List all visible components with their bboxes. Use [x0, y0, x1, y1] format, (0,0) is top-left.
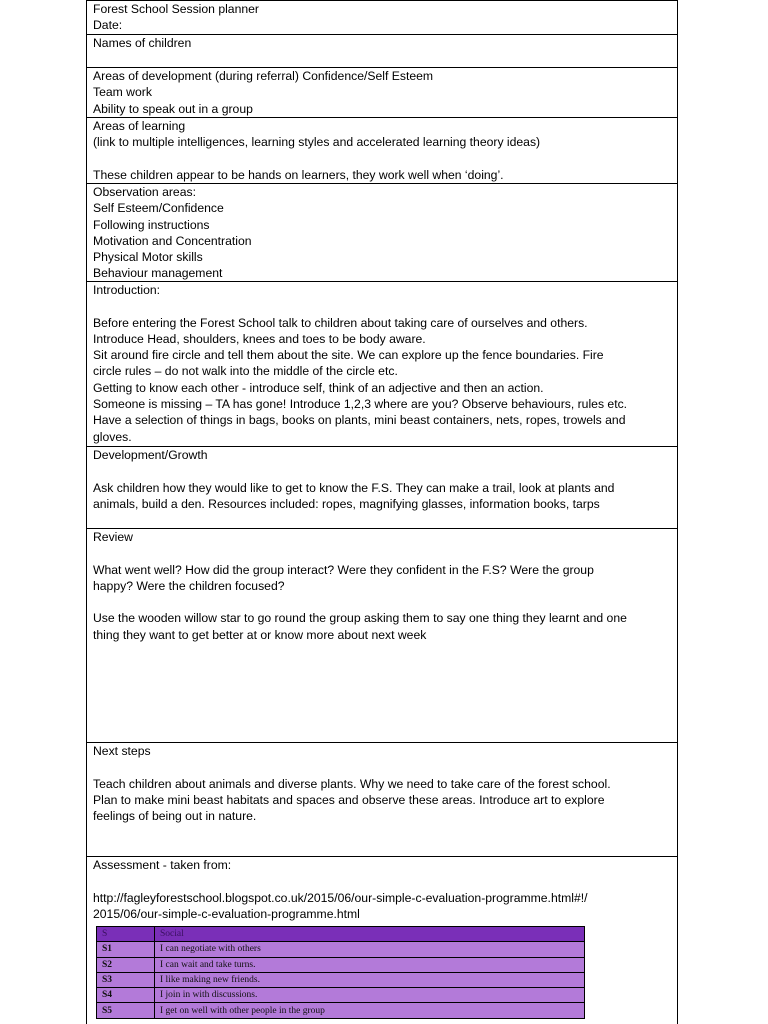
learning-areas-cell [87, 117, 677, 183]
assessment-source-url[interactable]: 2015/06/our-simple-c-evaluation-programme.html [93, 906, 360, 921]
criterion-code: S2 [97, 957, 155, 972]
criterion-text: I join in with discussions. [155, 988, 585, 1003]
table-row [97, 1003, 585, 1018]
assessment-source-url[interactable]: http://fagleyforestschool.blogspot.co.uk/2015/06/our-simple-c-evaluation-programme.html#!/ [93, 890, 588, 905]
observation-item: Physical Motor skills [93, 250, 203, 265]
document-title: Forest School Session planner [93, 2, 259, 16]
development-line: Areas of development (during referral) Confidence/Self Esteem [93, 69, 434, 83]
table-row [97, 942, 585, 957]
criterion-text: I like making new friends. [155, 972, 585, 987]
next-steps-heading: Next steps [93, 744, 151, 758]
criterion-text: I can negotiate with others [155, 942, 585, 957]
review-cell [87, 528, 677, 742]
observation-item: Behaviour management [93, 266, 223, 281]
review-line: happy? Were the children focused? [93, 578, 285, 593]
growth-line: Ask children how they would like to get to know the F.S. They can make a trail, look at plants and [93, 480, 615, 495]
table-header-code: S [97, 927, 155, 942]
next-steps-cell [87, 742, 677, 856]
development-areas-cell [87, 67, 677, 117]
introduction-line: Getting to know each other - introduce self, think of an adjective and then an action. [93, 380, 544, 395]
criterion-text: I get on well with other people in the group [155, 1003, 585, 1018]
observation-areas-cell [87, 183, 677, 281]
development-line: Ability to speak out in a group [93, 101, 253, 116]
review-line: What went well? How did the group interact? Were they confident in the F.S? Were the group [93, 562, 594, 577]
criterion-code: S1 [97, 942, 155, 957]
learning-link-note: (link to multiple intelligences, learning styles and accelerated learning theory ideas) [93, 135, 541, 150]
introduction-line: Before entering the Forest School talk to children about taking care of ourselves and others. [93, 315, 588, 330]
table-header-row [97, 927, 585, 942]
introduction-line: Introduce Head, shoulders, knees and toes to be body aware. [93, 331, 426, 346]
session-planner-document [86, 0, 678, 1024]
learning-heading: Areas of learning [93, 119, 186, 133]
growth-line: animals, build a den. Resources included: ropes, magnifying glasses, information books, tarps [93, 496, 600, 511]
table-row [97, 988, 585, 1003]
criterion-code: S5 [97, 1003, 155, 1018]
criterion-code: S4 [97, 988, 155, 1003]
introduction-line: Have a selection of things in bags, books on plants, mini beast containers, nets, ropes, trowels and [93, 413, 626, 428]
names-cell [87, 34, 677, 67]
header-cell [87, 0, 677, 34]
next-steps-line: Plan to make mini beast habitats and spaces and observe these areas. Introduce art to explore [93, 792, 605, 807]
introduction-cell [87, 281, 677, 446]
names-label: Names of children [93, 36, 192, 50]
review-line: Use the wooden willow star to go round the group asking them to say one thing they learnt and one [93, 611, 627, 626]
criterion-code: S3 [97, 972, 155, 987]
growth-heading: Development/Growth [93, 448, 208, 462]
introduction-line: Sit around fire circle and tell them about the site. We can explore up the fence boundaries. Fire [93, 348, 604, 363]
introduction-heading: Introduction: [93, 283, 161, 297]
table-header-category: Social [155, 927, 585, 942]
review-line: thing they want to get better at or know more about next week [93, 627, 427, 642]
date-label: Date: [93, 18, 123, 33]
growth-cell [87, 446, 677, 528]
learning-observation-note: These children appear to be hands on learners, they work well when ‘doing’. [93, 167, 504, 182]
table-row [97, 972, 585, 987]
assessment-heading: Assessment - taken from: [93, 858, 232, 872]
next-steps-line: Teach children about animals and diverse plants. Why we need to take care of the forest school. [93, 776, 611, 791]
next-steps-line: feelings of being out in nature. [93, 809, 257, 824]
observation-item: Following instructions [93, 217, 210, 232]
introduction-line: gloves. [93, 429, 132, 444]
observation-item: Motivation and Concentration [93, 233, 252, 248]
introduction-line: Someone is missing – TA has gone! Introduce 1,2,3 where are you? Observe behaviours, rules etc. [93, 397, 628, 412]
introduction-line: circle rules – do not walk into the middle of the circle etc. [93, 364, 398, 379]
review-heading: Review [93, 530, 133, 544]
observation-heading: Observation areas: [93, 185, 196, 199]
table-row [97, 957, 585, 972]
development-line: Team work [93, 85, 152, 100]
criterion-text: I can wait and take turns. [155, 957, 585, 972]
observation-item: Self Esteem/Confidence [93, 201, 224, 216]
social-assessment-table [96, 926, 585, 1019]
